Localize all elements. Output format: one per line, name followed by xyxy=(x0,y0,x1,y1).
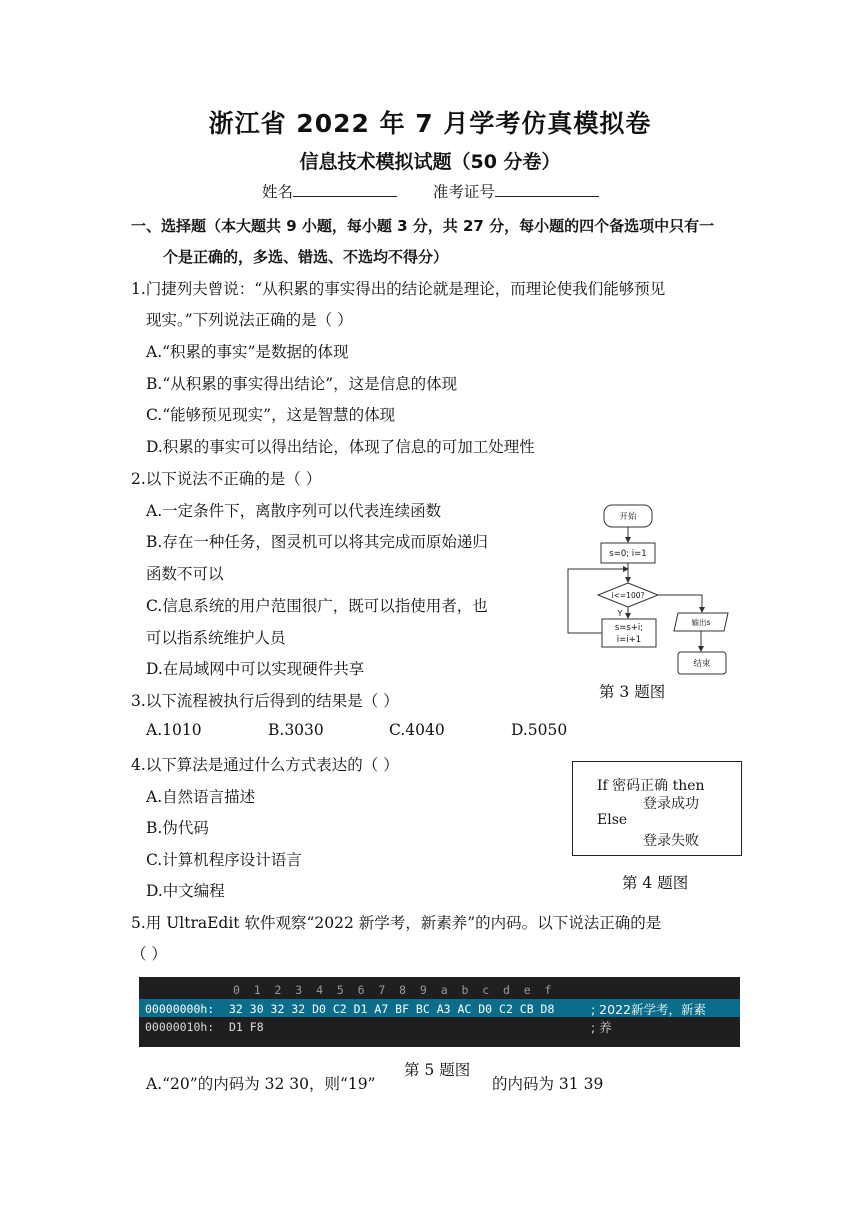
q1-option-b: B.“从积累的事实得出结论”，这是信息的体现 xyxy=(146,375,458,393)
id-blank xyxy=(495,181,599,197)
q5-option-a-part2: 的内码为 31 39 xyxy=(492,1075,604,1093)
q5-option-a-part1: A.“20”的内码为 32 30，则“19” xyxy=(146,1075,376,1093)
q3-option-a: A.1010 xyxy=(146,721,202,739)
q2-option-b-line2: 函数不可以 xyxy=(146,565,224,583)
q2-option-c-line2: 可以指系统维护人员 xyxy=(146,629,286,647)
q5-stem-line2: （ ） xyxy=(131,945,167,963)
flow-end-label: 结束 xyxy=(693,659,711,669)
q4-option-d: D.中文编程 xyxy=(146,882,225,900)
pseudocode-box xyxy=(572,761,742,856)
code-line-4: 登录失败 xyxy=(643,833,699,849)
hex-row-2-bytes: D1 F8 xyxy=(229,1020,264,1034)
hex-row-2-addr: 00000010h: xyxy=(145,1020,215,1034)
code-line-1: If 密码正确 then xyxy=(597,778,705,794)
code-line-2: 登录成功 xyxy=(643,796,699,812)
q2-option-b-line1: B.存在一种任务，图灵机可以将其完成而原始递归 xyxy=(146,533,488,551)
flow-yes-label: Y xyxy=(617,609,623,618)
q4-caption: 第 4 题图 xyxy=(622,874,689,892)
name-label: 姓名 xyxy=(262,183,294,201)
q1-option-c: C.“能够预见现实”，这是智慧的体现 xyxy=(146,406,396,424)
q2-option-c-line1: C.信息系统的用户范围很广，既可以指使用者，也 xyxy=(146,597,488,615)
name-blank xyxy=(293,181,397,197)
section-heading-line1: 一、选择题（本大题共 9 小题，每小题 3 分，共 27 分，每小题的四个备选项中只有一 xyxy=(131,217,715,235)
flow-body-line2: i=i+1 xyxy=(616,635,642,645)
q5-stem-line1: 5.用 UltraEdit 软件观察“2022 新学考，新素养”的内码。以下说法正确的是 xyxy=(131,914,662,932)
exam-subtitle: 信息技术模拟试题（50 分卷） xyxy=(299,151,561,173)
flow-start-label: 开始 xyxy=(619,512,637,522)
q5-caption: 第 5 题图 xyxy=(404,1061,471,1079)
q3-option-b: B.3030 xyxy=(268,721,324,739)
section-heading-line2: 个是正确的，多选、错选、不选均不得分） xyxy=(163,248,449,266)
flow-output-label: 输出s xyxy=(691,618,711,627)
q1-option-d: D.积累的事实可以得出结论，体现了信息的可加工处理性 xyxy=(146,438,535,456)
q2-option-d: D.在局域网中可以实现硬件共享 xyxy=(146,660,365,678)
code-line-3: Else xyxy=(597,812,628,828)
hex-row-1-text: ; 2022新学考，新素 xyxy=(591,1002,706,1017)
hex-column-header: 0 1 2 3 4 5 6 7 8 9 a b c d e f xyxy=(233,983,552,997)
q1-stem-line2: 现实。”下列说法正确的是（ ） xyxy=(146,311,353,329)
exam-title: 浙江省 2022 年 7 月学考仿真模拟卷 xyxy=(208,109,652,138)
name-field xyxy=(262,180,599,202)
flow-init-label: s=0; i=1 xyxy=(609,549,647,559)
q4-stem: 4.以下算法是通过什么方式表达的（ ） xyxy=(131,756,399,774)
hex-row-1-addr: 00000000h: xyxy=(145,1002,215,1016)
flow-cond-label: i<=100? xyxy=(611,591,645,600)
flow-body-line1: s=s+i; xyxy=(614,623,644,633)
hex-row-2-text: ; 养 xyxy=(591,1020,612,1035)
q2-stem: 2.以下说法不正确的是（ ） xyxy=(131,470,322,488)
q3-caption: 第 3 题图 xyxy=(599,683,666,701)
q1-option-a: A.“积累的事实”是数据的体现 xyxy=(146,343,349,361)
hex-row-1-bytes: 32 30 32 32 D0 C2 D1 A7 BF BC A3 AC D0 C2 CB D8 xyxy=(229,1002,555,1016)
q3-option-c: C.4040 xyxy=(389,721,445,739)
flowchart-figure xyxy=(566,500,736,678)
q1-stem-line1: 1.门捷列夫曾说：“从积累的事实得出的结论就是理论，而理论使我们能够预见 xyxy=(131,280,666,298)
hex-viewer xyxy=(139,977,740,1047)
q2-option-a: A.一定条件下，离散序列可以代表连续函数 xyxy=(146,502,442,520)
q4-option-a: A.自然语言描述 xyxy=(146,788,256,806)
id-label: 准考证号 xyxy=(432,183,495,201)
q4-option-c: C.计算机程序设计语言 xyxy=(146,851,302,869)
q4-option-b: B.伪代码 xyxy=(146,819,209,837)
q3-stem: 3.以下流程被执行后得到的结果是（ ） xyxy=(131,692,399,710)
q3-option-d: D.5050 xyxy=(511,721,568,739)
